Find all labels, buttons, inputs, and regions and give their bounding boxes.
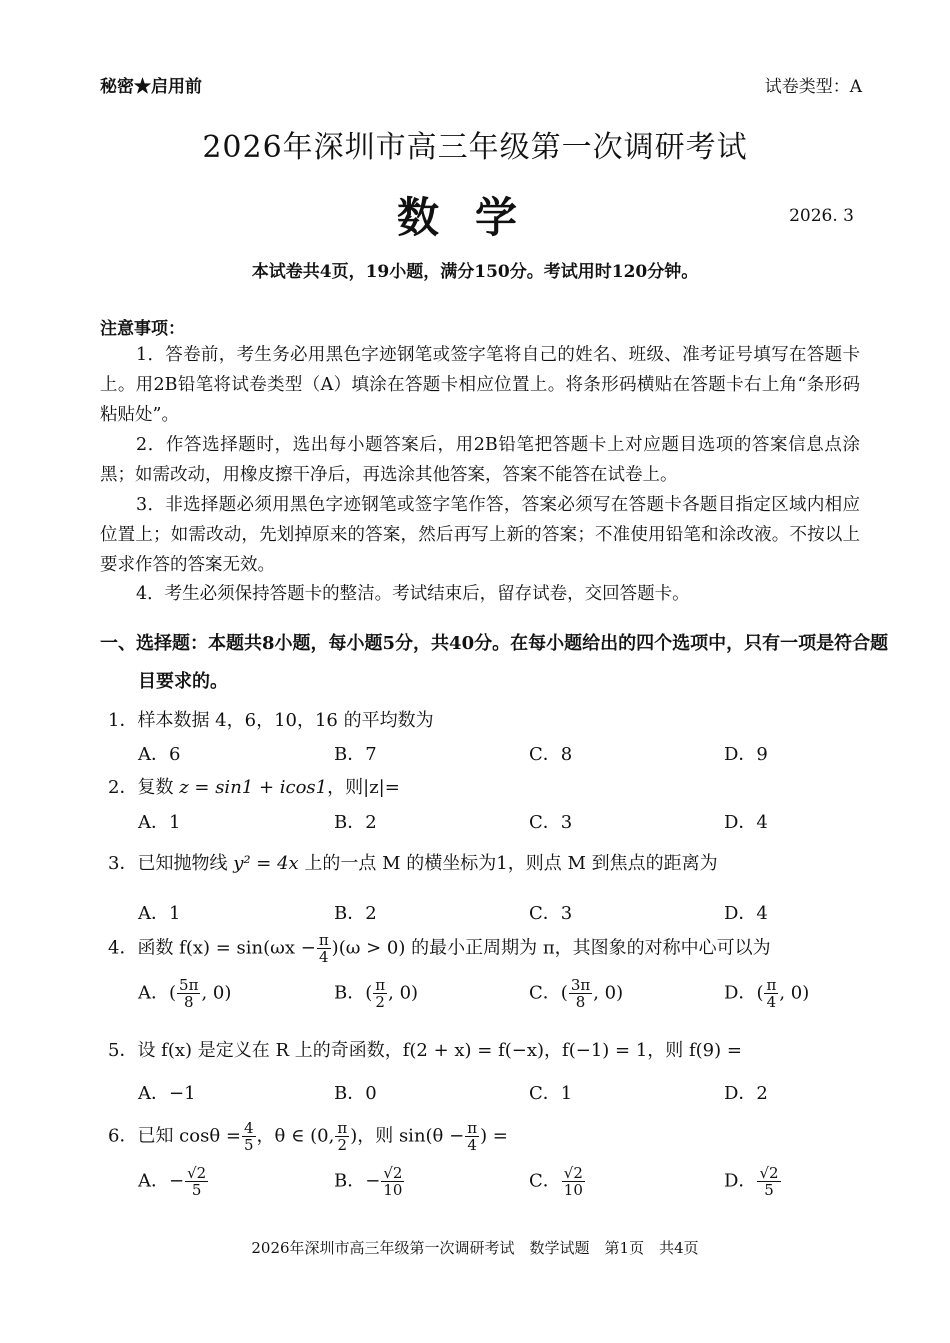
q4-option-b: B．( $\frac{\pi}{2}$ , 0) bbox=[334, 976, 419, 1011]
q4-pre: 函数 f(x) = sin(ωx − bbox=[137, 937, 316, 959]
q1-option-c: C．8 bbox=[529, 744, 573, 765]
q2-option-c: C．3 bbox=[529, 812, 573, 833]
question-3-stem bbox=[108, 849, 868, 875]
q4-option-c: C．( $\frac{3\pi}{8}$ , 0) bbox=[529, 976, 624, 1011]
q6-mid: ，θ ∈ (0, bbox=[256, 1125, 335, 1147]
q6-option-d: D． $\frac{√2}{5}$ bbox=[724, 1164, 779, 1199]
q4-option-d: D．( $\frac{\pi}{4}$ , 0) bbox=[724, 976, 810, 1011]
q2-num: 2． bbox=[108, 777, 138, 798]
page-footer: 2026年深圳市高三年级第一次调研考试 数学试题 第1页 共4页 bbox=[251, 1239, 699, 1257]
q3-stem-pre: 已知抛物线 bbox=[137, 853, 234, 874]
note-item-1: 1．答卷前，考生务必用黑色字迹钢笔或签字笔将自己的姓名、班级、准考证号填写在答题卡上。用2B铅笔将试卷类型（A）填涂在答题卡相应位置上。将条形码横贴在答题卡右上角“条形码粘贴处”。 bbox=[100, 345, 860, 425]
q1-option-d: D．9 bbox=[724, 744, 768, 765]
paper-type-label: 试卷类型：A bbox=[764, 77, 862, 97]
q2-option-d: D．4 bbox=[724, 812, 768, 833]
note-item-4: 4．考生必须保持答题卡的整洁。考试结束后，留存试卷，交回答题卡。 bbox=[136, 584, 690, 604]
q6-post: ) = bbox=[480, 1125, 508, 1147]
q1-option-a: A．6 bbox=[138, 744, 181, 765]
question-1-stem: 1．样本数据 4，6，10，16 的平均数为 bbox=[108, 710, 434, 731]
q2-expression: z = sin1 + icos1 bbox=[179, 777, 328, 798]
q6-fraction-interval: $\frac{\pi}{2}$ bbox=[337, 1119, 348, 1154]
q6-option-a: A．− $\frac{√2}{5}$ bbox=[138, 1164, 207, 1199]
note-item-3: 3．非选择题必须用黑色字迹钢笔或签字笔作答，答案必须写在答题卡各题目指定区域内相应位置上；如需改动，先划掉原来的答案，然后再写上新的答案；不准使用铅笔和涂改液。不按以上要求作答的答案无效。 bbox=[100, 495, 860, 575]
exam-title: 2026年深圳市高三年级第一次调研考试 bbox=[202, 130, 748, 165]
question-6-stem bbox=[108, 1120, 868, 1153]
q6-option-b: B．− $\frac{√2}{10}$ bbox=[334, 1164, 403, 1199]
q5-option-c: C．1 bbox=[529, 1083, 573, 1104]
q5-option-b: B．0 bbox=[334, 1083, 377, 1104]
q6-option-c: C． $\frac{√2}{10}$ bbox=[529, 1164, 583, 1199]
q5-option-a: A．−1 bbox=[138, 1083, 196, 1104]
question-5-stem: 5．设 f(x) 是定义在 R 上的奇函数，f(2 + x) = f(−x)，f(−1) = 1，则 f(9) = bbox=[108, 1040, 742, 1061]
q2-stem-pre: 复数 bbox=[137, 777, 180, 798]
q6-fraction-cos: $\frac{4}{5}$ bbox=[243, 1119, 254, 1154]
subject-title: 数学 bbox=[396, 193, 553, 242]
question-2-stem bbox=[108, 773, 868, 799]
section-heading: 一、选择题：本题共8小题，每小题5分，共40分。在每小题给出的四个选项中，只有一项是符合题目要求的。 bbox=[100, 633, 889, 692]
q3-option-a: A．1 bbox=[138, 903, 181, 924]
question-4-stem bbox=[108, 932, 868, 965]
q4-post: )(ω > 0) 的最小正周期为 π，其图象的对称中心可以为 bbox=[331, 937, 771, 959]
notes-title: 注意事项： bbox=[100, 319, 185, 339]
q3-option-d: D．4 bbox=[724, 903, 768, 924]
paper-summary: 本试卷共4页，19小题，满分150分。考试用时120分钟。 bbox=[251, 262, 699, 282]
q3-stem-mid: 上的一点 M 的横坐标为1，则点 M 到焦点的距离为 bbox=[298, 853, 718, 874]
q3-num: 3． bbox=[108, 853, 138, 874]
exam-date: 2026. 3 bbox=[789, 206, 854, 226]
q3-option-b: B．2 bbox=[334, 903, 377, 924]
q4-fraction: $\frac{\pi}{4}$ bbox=[318, 931, 329, 966]
q6-fraction-shift: $\frac{\pi}{4}$ bbox=[467, 1119, 478, 1154]
note-item-2: 2．作答选择题时，选出每小题答案后，用2B铅笔把答题卡上对应题目选项的答案信息点涂黑；如需改动，用橡皮擦干净后，再选涂其他答案，答案不能答在试卷上。 bbox=[100, 435, 860, 485]
q1-option-b: B．7 bbox=[334, 744, 377, 765]
q6-pre: 已知 cosθ = bbox=[137, 1125, 241, 1147]
q2-option-b: B．2 bbox=[334, 812, 377, 833]
q2-stem-post: ，则|z|= bbox=[327, 777, 400, 798]
q5-option-d: D．2 bbox=[724, 1083, 768, 1104]
q2-option-a: A．1 bbox=[138, 812, 181, 833]
confidential-label: 秘密★启用前 bbox=[100, 77, 202, 97]
q4-num: 4． bbox=[108, 937, 138, 959]
q4-option-a: A．( $\frac{5\pi}{8}$ , 0) bbox=[138, 976, 232, 1011]
q6-num: 6． bbox=[108, 1125, 138, 1147]
q3-expression: y² = 4x bbox=[233, 853, 299, 874]
q3-option-c: C．3 bbox=[529, 903, 573, 924]
q6-mid2: )，则 sin(θ − bbox=[350, 1125, 465, 1147]
